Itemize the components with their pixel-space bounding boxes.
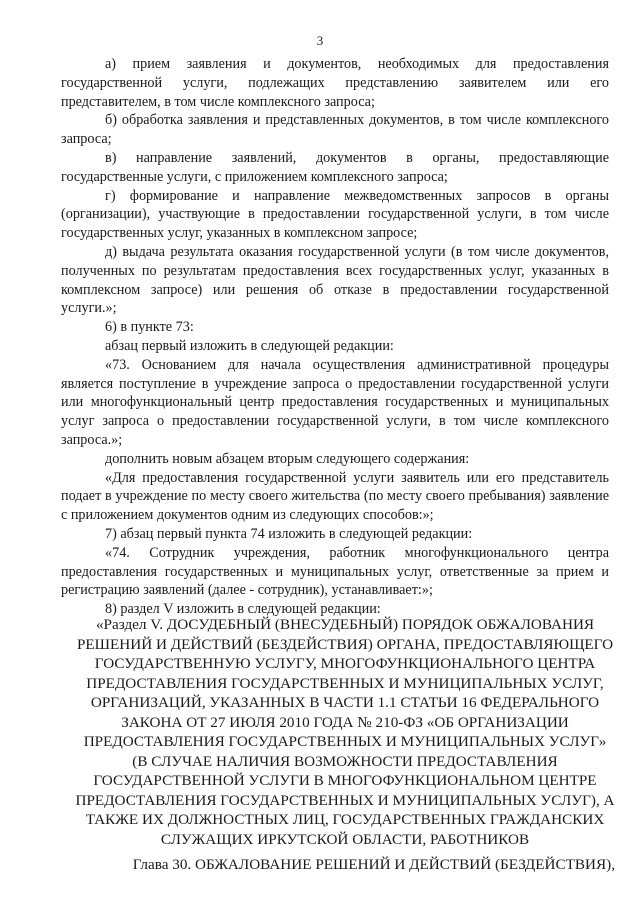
paragraph-text-74: «74. Сотрудник учреждения, работник многофункционального центра предоставления государственных и муниципальных услуг, ответственные за прием и регистрацию заявлений (далее - сотрудник), устанавливает:»; — [61, 544, 609, 599]
paragraph-point-6: 6) в пункте 73: — [105, 319, 194, 336]
paragraph-amend-73: абзац первый изложить в следующей редакции: — [105, 337, 394, 354]
paragraph-point-7: 7) абзац первый пункта 74 изложить в следующей редакции: — [105, 525, 473, 542]
body-text — [61, 55, 609, 619]
paragraph-item-v: в) направление заявлений, документов в органы, предоставляющие государственные услуги, с приложением комплексного запроса; — [61, 149, 609, 185]
paragraph-text-second: «Для предоставления государственной услуги заявитель или его представитель подает в учреждение по месту своего жительства (по месту своего пребывания) заявление с приложением документов одним из следующих способов:»; — [61, 469, 609, 524]
chapter-heading: Глава 30. ОБЖАЛОВАНИЕ РЕШЕНИЙ И ДЕЙСТВИЙ (БЕЗДЕЙСТВИЯ), — [132, 856, 615, 873]
paragraph-item-b: б) обработка заявления и представленных документов, в том числе комплексного запроса; — [61, 112, 609, 148]
paragraph-item-a: а) прием заявления и документов, необходимых для предоставления государственной услуги, подлежащих представлению заявителем или его представителем, в том числе комплексного запроса; — [61, 56, 609, 110]
paragraph-text-73: «73. Основанием для начала осуществления административной процедуры является поступление в учреждение запроса о предоставлении государственной услуги или многофункциональный центр предоставления государственных и муниципальных услуг запроса о предоставлении государственной услуги, в том числе комплексного запроса.»; — [61, 356, 609, 448]
paragraph-add-second: дополнить новым абзацем вторым следующего содержания: — [105, 450, 470, 467]
page-number: 3 — [316, 33, 324, 48]
paragraph-item-g: г) формирование и направление межведомственных запросов в органы (организации), участвующие в предоставлении государственной услуги, в том числе государственных услуг, указанных в комплексном запросе; — [61, 187, 609, 242]
paragraph-item-d: д) выдача результата оказания государственной услуги (в том числе документов, полученных по результатам предоставления всех государственных услуг, указанных в комплексном запросе) или решения об отказе в предоставлении государственной услуги.»; — [61, 243, 609, 317]
paragraph-point-8: 8) раздел V изложить в следующей редакции: — [105, 601, 381, 618]
section-heading: «Раздел V. ДОСУДЕБНЫЙ (ВНЕСУДЕБНЫЙ) ПОРЯДОК ОБЖАЛОВАНИЯ РЕШЕНИЙ И ДЕЙСТВИЙ (БЕЗДЕЙСТВИЯ) ОРГАНА, ПРЕДОСТАВЛЯЮЩЕГО ГОСУДАРСТВЕННУЮ УСЛУГУ, МНОГОФУНКЦИОНАЛЬНОГО ЦЕНТРА ПРЕДОСТАВЛЕНИЯ ГОСУДАРСТВЕННЫХ И МУНИЦИПАЛЬНЫХ УСЛУГ, ОРГАНИЗАЦИЙ, УКАЗАННЫХ В ЧАСТИ 1.1 СТАТЬИ 16 ФЕДЕРАЛЬНОГО ЗАКОНА ОТ 27 ИЮЛЯ 2010 ГОДА № 210-ФЗ «ОБ ОРГАНИЗАЦИИ ПРЕДОСТАВЛЕНИЯ ГОСУДАРСТВЕННЫХ И МУНИЦИПАЛЬНЫХ УСЛУГ» (В СЛУЧАЕ НАЛИЧИЯ ВОЗМОЖНОСТИ ПРЕДОСТАВЛЕНИЯ ГОСУДАРСТВЕННОЙ УСЛУГИ В МНОГОФУНКЦИОНАЛЬНОМ ЦЕНТРЕ ПРЕДОСТАВЛЕНИЯ ГОСУДАРСТВЕННЫХ И МУНИЦИПАЛЬНЫХ УСЛУГ), А ТАКЖЕ ИХ ДОЛЖНОСТНЫХ ЛИЦ, ГОСУДАРСТВЕННЫХ ГРАЖДАНСКИХ СЛУЖАЩИХ ИРКУТСКОЙ ОБЛАСТИ, РАБОТНИКОВ — [75, 616, 615, 848]
